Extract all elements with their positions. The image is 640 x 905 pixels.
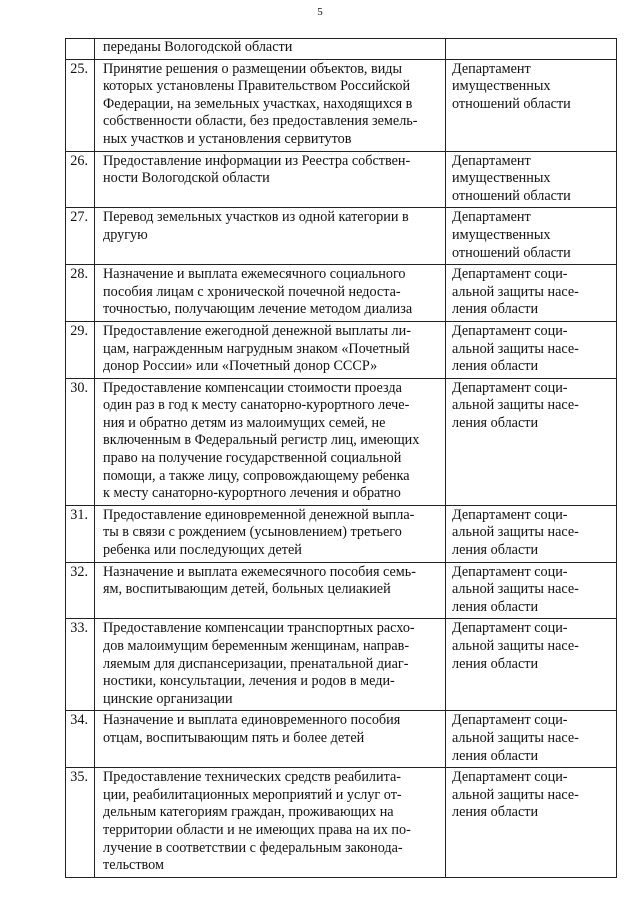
service-description — [95, 39, 446, 60]
service-description — [95, 619, 446, 711]
service-description — [95, 562, 446, 619]
description-line: дов малоимущим беременным женщинам, направ- — [103, 638, 410, 654]
description-line: собственности области, без предоставления земель- — [103, 113, 418, 130]
table-row — [66, 39, 617, 60]
description-line: ных участков и установления сервитутов — [103, 130, 352, 147]
description-line: Назначение и выплата ежемесячного пособия семь- — [103, 563, 416, 580]
department-line: ления области — [452, 804, 539, 821]
services-table — [65, 38, 617, 878]
table-row — [66, 321, 617, 378]
department-line: Департамент — [452, 60, 531, 77]
description-line: тельством — [103, 857, 164, 874]
department-line: альной защиты насе- — [452, 638, 579, 654]
description-line: цам, награжденным нагрудным знаком «Почетный — [103, 340, 410, 357]
responsible-department — [446, 39, 617, 60]
row-number — [66, 39, 95, 60]
responsible-department — [446, 711, 617, 768]
description-line: территории области и не имеющих права на их по- — [103, 821, 411, 838]
description-line: ции, реабилитационных мероприятий и услуг от- — [103, 786, 402, 803]
description-line: дельным категориям граждан, проживающих на — [103, 804, 394, 821]
responsible-department — [446, 321, 617, 378]
department-line: отношений области — [452, 244, 571, 261]
department-line: Департамент соци- — [452, 506, 568, 523]
description-line: Предоставление единовременной денежной выпла- — [103, 506, 415, 523]
responsible-department — [446, 562, 617, 619]
department-line: отношений области — [452, 187, 571, 204]
department-line: ления области — [452, 414, 539, 431]
department-line: Департамент соци- — [452, 563, 568, 580]
description-line: отцам, воспитывающим пять и более детей — [103, 729, 365, 746]
description-line: ребенка или последующих детей — [103, 542, 302, 559]
service-description — [95, 505, 446, 562]
responsible-department — [446, 619, 617, 711]
department-line: ления области — [452, 747, 539, 764]
department-line: Департамент — [452, 209, 531, 226]
description-line: другую — [103, 226, 148, 243]
row-number: 29. — [66, 321, 95, 378]
responsible-department — [446, 768, 617, 878]
row-number: 32. — [66, 562, 95, 619]
table-row — [66, 768, 617, 878]
row-number: 25. — [66, 59, 95, 151]
department-line: альной защиты насе- — [452, 581, 579, 598]
department-line: ления области — [452, 301, 539, 318]
department-line: альной защиты насе- — [452, 340, 579, 357]
service-description — [95, 151, 446, 208]
table-row — [66, 711, 617, 768]
responsible-department — [446, 208, 617, 265]
department-line: Департамент соци- — [452, 322, 568, 339]
description-line: к месту санаторно-курортного лечения и обратно — [103, 485, 401, 502]
row-number: 33. — [66, 619, 95, 711]
description-line: которых установлены Правительством Российской — [103, 78, 411, 95]
table-row — [66, 562, 617, 619]
department-line: Департамент соци- — [452, 620, 568, 637]
page-number: 5 — [317, 6, 323, 18]
description-line: лучение в соответствии с федеральным законода- — [103, 839, 403, 856]
description-line: Принятие решения о размещении объектов, виды — [103, 60, 403, 77]
responsible-department — [446, 151, 617, 208]
table-row — [66, 265, 617, 322]
responsible-department — [446, 265, 617, 322]
service-description — [95, 208, 446, 265]
description-line: один раз в год к месту санаторно-курортного лече- — [103, 397, 410, 414]
department-line: альной защиты насе- — [452, 397, 579, 414]
description-line: Назначение и выплата единовременного пособия — [103, 712, 401, 729]
department-line: отношений области — [452, 95, 571, 112]
description-line: право на получение государственной социальной — [103, 450, 402, 467]
table-body — [66, 39, 617, 878]
description-line: Перевод земельных участков из одной категории в — [103, 209, 409, 226]
department-line: альной защиты насе- — [452, 524, 579, 541]
department-line: ления области — [452, 655, 539, 672]
description-line: Предоставление компенсации транспортных расхо- — [103, 620, 415, 637]
department-line: альной защиты насе- — [452, 729, 579, 746]
responsible-department — [446, 505, 617, 562]
department-line: Департамент соци- — [452, 379, 568, 396]
description-line: Назначение и выплата ежемесячного социального — [103, 266, 406, 283]
service-description — [95, 321, 446, 378]
row-number: 27. — [66, 208, 95, 265]
description-line: ностики, консультации, лечения и родов в меди- — [103, 673, 395, 690]
department-line: ления области — [452, 542, 539, 559]
description-line: ности Вологодской области — [103, 170, 270, 187]
row-number: 26. — [66, 151, 95, 208]
row-number: 28. — [66, 265, 95, 322]
description-line: ляемым для диспансеризации, пренатальной диаг- — [103, 655, 409, 672]
service-description — [95, 265, 446, 322]
description-line: Федерации, на земельных участках, находящихся в — [103, 95, 413, 112]
department-line: ления области — [452, 358, 539, 375]
department-line: ления области — [452, 598, 539, 615]
service-description — [95, 711, 446, 768]
department-line: имущественных — [452, 226, 551, 243]
description-line: пособия лицам с хронической почечной недоста- — [103, 283, 401, 300]
row-number: 35. — [66, 768, 95, 878]
responsible-department — [446, 378, 617, 505]
department-line: Департамент — [452, 152, 531, 169]
service-description — [95, 59, 446, 151]
table-row — [66, 208, 617, 265]
description-line: ты в связи с рождением (усыновлением) третьего — [103, 524, 402, 541]
description-line: Предоставление компенсации стоимости проезда — [103, 379, 402, 396]
row-number: 31. — [66, 505, 95, 562]
description-line: Предоставление информации из Реестра собствен- — [103, 152, 411, 169]
department-line: альной защиты насе- — [452, 283, 579, 300]
description-line: ния и обратно детям из малоимущих семей, не — [103, 414, 386, 431]
table-row — [66, 151, 617, 208]
table-row — [66, 59, 617, 151]
department-line: альной защиты насе- — [452, 786, 579, 803]
service-description — [95, 768, 446, 878]
department-line: имущественных — [452, 78, 551, 95]
responsible-department — [446, 59, 617, 151]
service-description — [95, 378, 446, 505]
description-line: точностью, получающим лечение методом диализа — [103, 301, 413, 318]
description-line: помощи, а также лицу, сопровождающему ребенка — [103, 467, 410, 484]
description-line: цинские организации — [103, 690, 233, 707]
description-line: переданы Вологодской области — [103, 39, 293, 55]
row-number: 34. — [66, 711, 95, 768]
description-line: Предоставление ежегодной денежной выплаты ли- — [103, 322, 411, 339]
description-line: Предоставление технических средств реабилита- — [103, 769, 402, 786]
description-line: донор России» или «Почетный донор СССР» — [103, 358, 378, 375]
description-line: ям, воспитывающим детей, больных целиакией — [103, 581, 391, 598]
description-line: включенным в Федеральный регистр лиц, имеющих — [103, 432, 420, 449]
department-line: Департамент соци- — [452, 769, 568, 786]
department-line: Департамент соци- — [452, 712, 568, 729]
department-line: Департамент соци- — [452, 266, 568, 283]
department-line: имущественных — [452, 170, 551, 187]
table-row — [66, 378, 617, 505]
row-number: 30. — [66, 378, 95, 505]
table-row — [66, 619, 617, 711]
table-row — [66, 505, 617, 562]
